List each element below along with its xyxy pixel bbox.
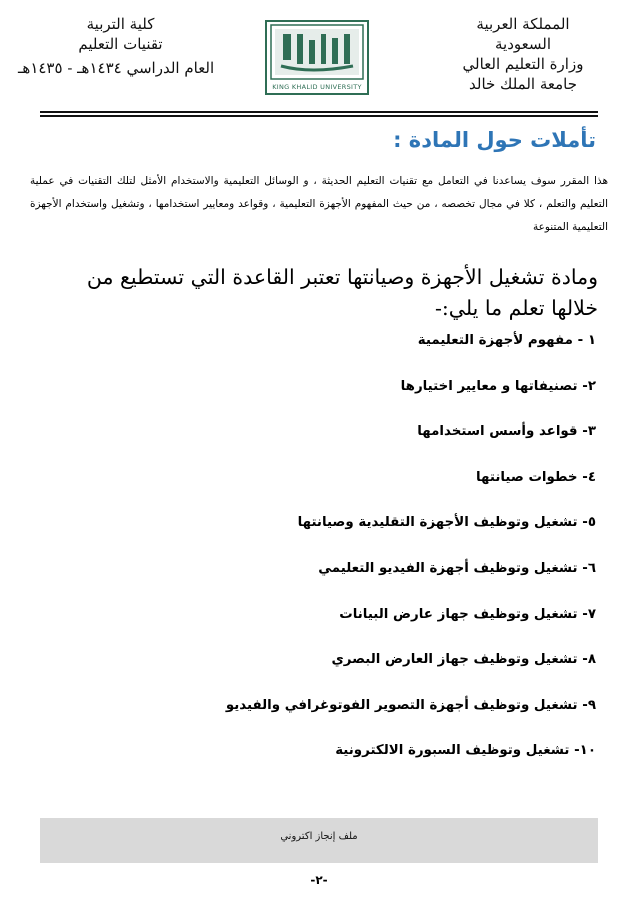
header-line: جامعة الملك خالد [469, 75, 577, 93]
item-text: تشغيل وتوظيف جهاز العارض البصري [331, 652, 578, 668]
page-title: تأملات حول المادة : [393, 128, 596, 152]
footer-text: ملف إنجاز اكتروني [280, 831, 358, 842]
lead-paragraph: ومادة تشغيل الأجهزة وصيانتها تعتبر القاعدة التي تستطيع من خلالها تعلم ما يلي:- [86, 265, 598, 320]
header-line: تقنيات التعليم [78, 35, 163, 53]
item-text: تشغيل وتوظيف أجهزة التصوير الفوتوغرافي والفيديو [225, 697, 578, 713]
item-number: ٤- [582, 469, 596, 485]
item-text: قواعد وأسس استخدامها [417, 424, 578, 440]
item-text: تشغيل وتوظيف الأجهزة التقليدية وصيانتها [297, 515, 578, 531]
item-text: تشغيل وتوظيف جهاز عارض البيانات [339, 606, 578, 622]
item-text: تشغيل وتوظيف أجهزة الفيديو التعليمي [318, 560, 578, 576]
item-text: مفهوم لأجهزة التعليمية [417, 333, 573, 348]
item-number: ١ - [577, 333, 596, 348]
page-number: -٢- [310, 873, 328, 887]
item-number: ٨- [582, 652, 596, 668]
list-item [30, 500, 596, 546]
item-number: ٧- [582, 606, 596, 622]
topics-list [30, 318, 596, 774]
item-number: ٥- [582, 515, 596, 531]
list-item [30, 546, 596, 592]
header-divider [40, 111, 598, 117]
svg-text:KING KHALID UNIVERSITY: KING KHALID UNIVERSITY [272, 83, 362, 91]
item-text: تشغيل وتوظيف السبورة الالكترونية [335, 743, 570, 759]
header-line: كلية التربية [86, 15, 155, 33]
item-number: ١٠- [574, 743, 596, 759]
list-item [30, 318, 596, 364]
intro-paragraph: هذا المقرر سوف يساعدنا في التعامل مع تقنيات التعليم الحديثة ، و الوسائل التعليمية والاستخدام الأمثل لتلك التقنيات في عملية التعليم والتعلم ، كلا في مجال تخصصه ، من حيث المفهوم الأجهزة التعليمية ، وقواعد ومعايير استخدامها ، وتشغيل واستخدام الأجهزة التعليمية المتنوعة [30, 175, 608, 233]
list-item [30, 364, 596, 410]
item-number: ٣- [582, 424, 596, 440]
footer-bar [40, 818, 598, 863]
item-number: ٦- [582, 560, 596, 576]
university-logo [265, 20, 369, 95]
item-text: خطوات صيانتها [475, 469, 578, 485]
list-item [30, 637, 596, 683]
header-line: وزارة التعليم العالي [462, 55, 584, 73]
college-header [18, 14, 223, 78]
academic-year: العام الدراسي ١٤٣٤هـ - ١٤٣٥هـ [18, 59, 215, 77]
list-item [30, 455, 596, 501]
list-item [30, 592, 596, 638]
list-item [30, 728, 596, 774]
list-item [30, 683, 596, 729]
item-number: ٩- [582, 697, 596, 713]
ministry-header [448, 14, 598, 94]
item-number: ٢- [582, 378, 596, 394]
header-line: المملكة العربية السعودية [476, 15, 570, 53]
item-text: تصنيفاتها و معايير اختيارها [400, 378, 578, 394]
list-item [30, 409, 596, 455]
